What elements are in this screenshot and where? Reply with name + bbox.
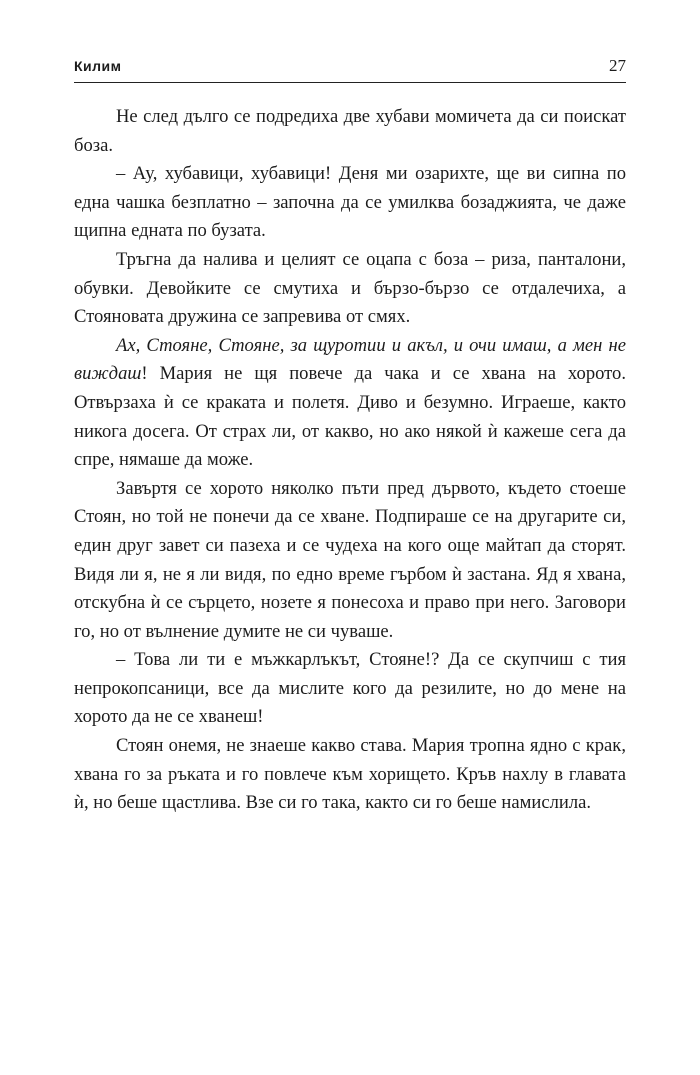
paragraph-7: Стоян онемя, не знаеше какво става. Мария тропна ядно с крак, хвана го за ръката и го повлече към хорището. Кръв нахлу в главата ѝ, но беше щастлива. Взе си го така, както си го беше намислила. [74,735,626,814]
paragraph-6: – Това ли ти е мъжкарлъкът, Стояне!? Да се скупчиш с тия непрокопсаници, все да мислите кого да резилите, но до мене на хорото да не се хванеш! [74,649,626,728]
paragraph-5: Завъртя се хорото няколко пъти пред дървото, където стоеше Стоян, но той не понечи да се хване. Подпираше се на другарите си, един друг завет си пазеха и се чудеха на кого още майтап да сторят. Видя ли я, не я ли видя, по едно време гърбом ѝ застана. Яд я хвана, отскубна ѝ се сърцето, нозете я понесоха и право при него. Заговори го, но от вълнение думите не си чуваше. [74,477,626,642]
paragraph-3: Тръгна да налива и целият се оцапа с боза – риза, панталони, обувки. Девойките се смутиха и бързо-бързо се отдалечиха, а Стояновата дружина се запревива от смях. [74,248,626,328]
italic-song-line: Ах, Стояне, Стояне, за щуротии и акъл, и очи имаш, а мен не виждаш [74,334,626,385]
paragraph-2: – Ау, хубавици, хубавици! Деня ми озарихте, ще ви сипна по една чашка безплатно – започна да се умилква бозаджията, че даже щипна едната по бузата. [74,163,626,242]
paragraph-1: Не след дълго се подредиха две хубави момичета да си поискат боза. [74,106,626,156]
header-rule [74,82,626,83]
paragraph-4: Ах, Стояне, Стояне, за щуротии и акъл, и очи имаш, а мен не виждаш! Мария не щя повече да чака и се хвана на хорото. Отвързаха ѝ се краката и полетя. Диво и безумно. Играеше, както никога досега. От страх ли, от какво, но ако някой ѝ кажеше сега да спре, нямаше да може. [74,334,626,471]
page-number: 27 [609,56,626,75]
body-text [74,103,626,818]
running-header [74,54,626,84]
chapter-title: Килим [74,58,122,74]
